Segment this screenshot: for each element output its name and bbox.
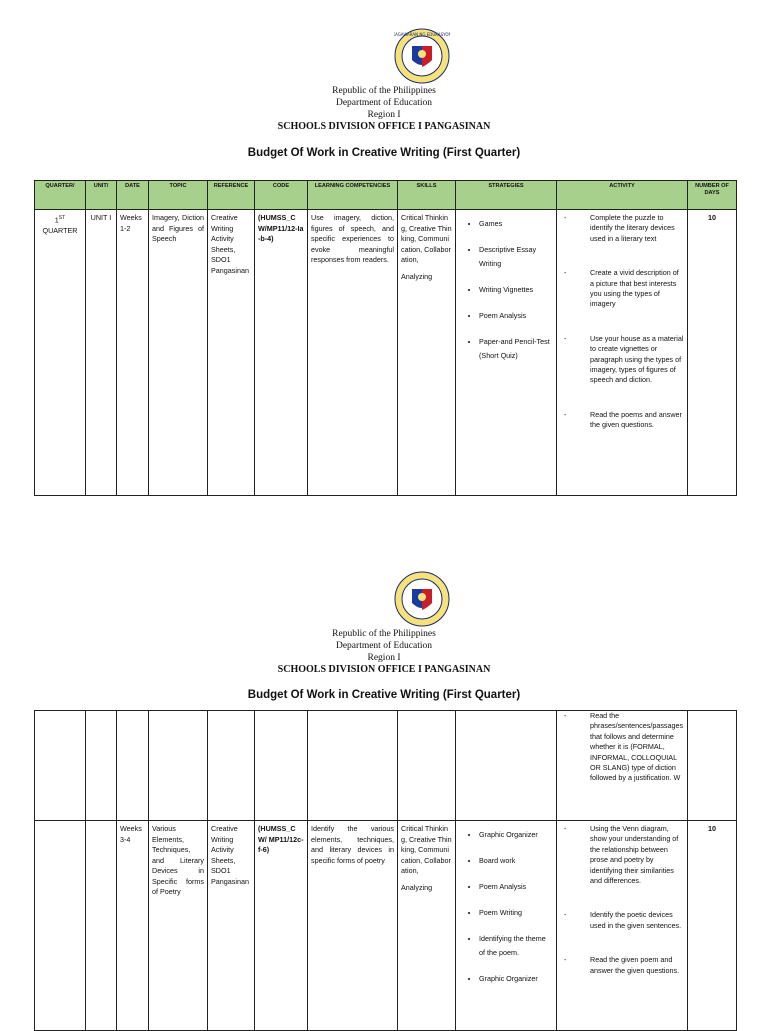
- header-republic: Republic of the Philippines: [332, 86, 436, 96]
- header-block: [0, 85, 768, 133]
- topic-cell: [149, 711, 208, 821]
- col-header-competencies: LEARNING COMPETENCIES: [308, 181, 398, 210]
- strategies-cell: [456, 210, 557, 496]
- skills-cell: [398, 711, 456, 821]
- header-office: SCHOOLS DIVISION OFFICE I PANGASINAN: [277, 664, 491, 675]
- date-cell: [117, 711, 149, 821]
- activity-cell: [557, 711, 688, 821]
- list-item: • Graphic Organizer: [479, 972, 553, 986]
- competency-cell: [308, 711, 398, 821]
- header-office: SCHOOLS DIVISION OFFICE I PANGASINAN: [277, 121, 491, 132]
- deped-seal: [394, 28, 450, 84]
- date-cell: Weeks 1-2: [117, 210, 149, 496]
- list-item: - Use your house as a material to create vignettes or paragraph using the types of imagery, types of figures of speech and diction.: [560, 334, 684, 386]
- reference-cell: [208, 711, 255, 821]
- days-cell: 10: [688, 210, 737, 496]
- strategies-cell: [456, 711, 557, 821]
- list-item: • Graphic Organizer: [479, 828, 553, 842]
- unit-cell: UNIT I: [86, 210, 117, 496]
- list-item: • Identifying the theme of the poem.: [479, 932, 553, 960]
- list-item: - Create a vivid description of a picture that best interests you using the types of imagery: [560, 268, 684, 310]
- header-department: Department of Education: [335, 98, 433, 108]
- list-item: • Poem Writing: [479, 906, 553, 920]
- budget-of-work-table: [34, 180, 737, 496]
- quarter-label: QUARTER: [42, 225, 78, 235]
- date-cell: Weeks 3-4: [117, 821, 149, 1031]
- skills-extra: Analyzing: [401, 882, 433, 892]
- col-header-reference: REFERENCE: [208, 181, 255, 210]
- competency-cell: Use imagery, diction, figures of speech, and specific experiences to evoke meaningful responses from readers.: [308, 210, 398, 496]
- col-header-days: NUMBER OF DAYS: [688, 181, 737, 210]
- skills-cell: [398, 210, 456, 496]
- document-title: Budget Of Work in Creative Writing (First Quarter): [247, 689, 521, 701]
- code-cell: [255, 711, 308, 821]
- col-header-quarter: QUARTER/: [35, 181, 86, 210]
- col-header-skills: SKILLS: [398, 181, 456, 210]
- list-item: • Board work: [479, 854, 553, 868]
- quarter-number: 1: [54, 215, 59, 225]
- table-row: [35, 711, 737, 821]
- reference-cell: Creative Writing Activity Sheets, SDO1 Pangasinan: [208, 821, 255, 1031]
- skills-cell: [398, 821, 456, 1031]
- list-item: • Poem Analysis: [479, 309, 553, 323]
- topic-cell: Various Elements, Techniques, and Literary Devices in Specific forms of Poetry: [149, 821, 208, 1031]
- list-item: • Writing Vignettes: [479, 283, 553, 297]
- list-item: - Using the Venn diagram, show your understanding of the relationship between prose and poetry by identifying their similarities and differences.: [560, 824, 684, 886]
- strategies-cell: [456, 821, 557, 1031]
- list-item: - Read the phrases/sentences/passages that follows and determine whether it is (FORMAL, INFORMAL, COLLOQUIAL OR SLANG) type of diction followed by a justification. W: [560, 711, 684, 784]
- code-cell: (HUMSS_CW/MP11/12-Ia-b-4): [255, 210, 308, 496]
- days-cell: [688, 711, 737, 821]
- col-header-unit: UNIT/: [86, 181, 117, 210]
- col-header-code: CODE: [255, 181, 308, 210]
- col-header-strategies: STRATEGIES: [456, 181, 557, 210]
- header-republic: Republic of the Philippines: [332, 629, 436, 639]
- activity-cell: [557, 821, 688, 1031]
- header-region: Region I: [367, 653, 401, 663]
- list-item: • Games: [479, 217, 553, 231]
- quarter-cell: [35, 711, 86, 821]
- list-item: - Complete the puzzle to identify the literary devices used in a literary text: [560, 213, 684, 244]
- quarter-cell: [35, 821, 86, 1031]
- budget-of-work-table-continued: [34, 710, 737, 1031]
- skills-extra: Analyzing: [401, 271, 433, 281]
- unit-cell: [86, 821, 117, 1031]
- document-title: Budget Of Work in Creative Writing (First Quarter): [247, 147, 521, 159]
- skills-text: Critical Thinking, Creative Thinking, Communication, Collaboration,: [401, 213, 452, 264]
- list-item: - Identify the poetic devices used in the given sentences.: [560, 910, 684, 931]
- header-block: [0, 628, 768, 676]
- header-region: Region I: [367, 110, 401, 120]
- col-header-topic: TOPIC: [149, 181, 208, 210]
- activity-cell: [557, 210, 688, 496]
- header-department: Department of Education: [335, 641, 433, 651]
- days-cell: 10: [688, 821, 737, 1031]
- table-row: [35, 821, 737, 1031]
- quarter-cell: [35, 210, 86, 496]
- col-header-date: DATE: [117, 181, 149, 210]
- list-item: • Descriptive Essay Writing: [479, 243, 553, 271]
- col-header-activity: ACTIVITY: [557, 181, 688, 210]
- deped-seal: [394, 571, 450, 627]
- svg-text:KAGAWARAN NG EDUKASYON: KAGAWARAN NG EDUKASYON: [394, 32, 450, 37]
- list-item: - Read the given poem and answer the given questions.: [560, 955, 684, 976]
- list-item: • Poem Analysis: [479, 880, 553, 894]
- quarter-superscript: ST: [58, 215, 66, 221]
- list-item: - Read the poems and answer the given questions.: [560, 410, 684, 431]
- table-row: [35, 210, 737, 496]
- list-item: • Paper-and Pencil-Test (Short Quiz): [479, 335, 553, 363]
- table-header-row: [35, 181, 737, 210]
- competency-cell: Identify the various elements, techniques, and literary devices in specific forms of poetry: [308, 821, 398, 1031]
- reference-cell: Creative Writing Activity Sheets, SDO1 Pangasinan: [208, 210, 255, 496]
- unit-cell: [86, 711, 117, 821]
- topic-cell: Imagery, Diction and Figures of Speech: [149, 210, 208, 496]
- skills-text: Critical Thinking, Creative Thinking, Communication, Collaboration,: [401, 824, 452, 875]
- code-cell: (HUMSS_CW/ MP11/12c-f-6): [255, 821, 308, 1031]
